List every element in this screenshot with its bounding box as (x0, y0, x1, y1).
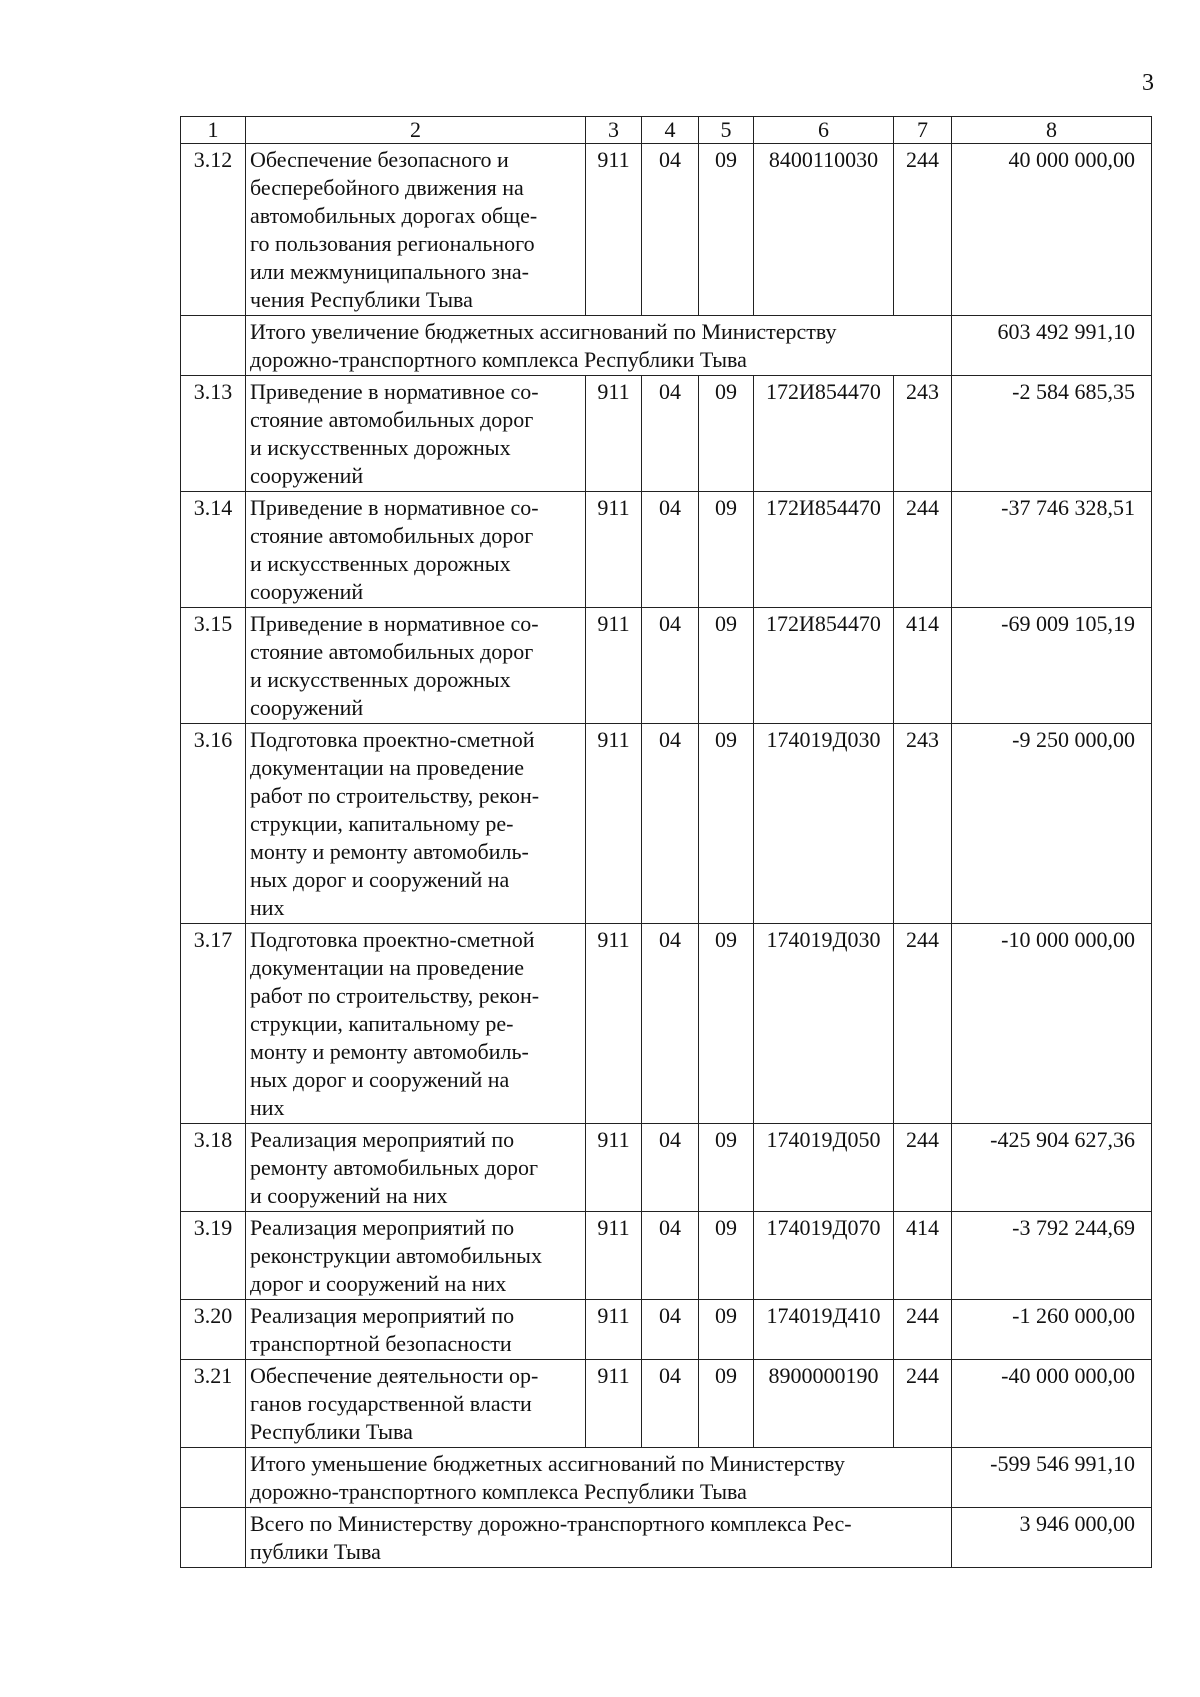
table-row (181, 924, 1152, 1124)
row-number-cell: 3.20 (181, 1300, 246, 1360)
row-number-cell (181, 1448, 246, 1508)
code-cell: 09 (699, 724, 754, 924)
row-number-cell: 3.16 (181, 724, 246, 924)
total-amount-cell: -599 546 991,10 (952, 1448, 1152, 1508)
row-number-cell: 3.21 (181, 1360, 246, 1448)
code-cell: 09 (699, 1300, 754, 1360)
row-number-cell: 3.12 (181, 144, 246, 316)
description-cell: Приведение в нормативное со- стояние автомобильных дорог и искусственных дорожных сооружений (246, 376, 586, 492)
description-cell: Реализация мероприятий по транспортной безопасности (246, 1300, 586, 1360)
description-cell: Реализация мероприятий по реконструкции автомобильных дорог и сооружений на них (246, 1212, 586, 1300)
row-number-cell: 3.13 (181, 376, 246, 492)
table-row (181, 1212, 1152, 1300)
amount-cell: -1 260 000,00 (952, 1300, 1152, 1360)
code-cell: 244 (894, 1300, 952, 1360)
code-cell: 04 (642, 376, 699, 492)
code-cell: 04 (642, 1300, 699, 1360)
code-cell: 174019Д030 (754, 724, 894, 924)
header-cell: 6 (754, 117, 894, 144)
code-cell: 243 (894, 724, 952, 924)
code-cell: 911 (586, 1360, 642, 1448)
code-cell: 09 (699, 924, 754, 1124)
budget-table (180, 116, 1152, 1568)
code-cell: 8900000190 (754, 1360, 894, 1448)
code-cell: 244 (894, 1360, 952, 1448)
amount-cell: -3 792 244,69 (952, 1212, 1152, 1300)
code-cell: 172И854470 (754, 492, 894, 608)
description-cell: Обеспечение деятельности ор- ганов государственной власти Республики Тыва (246, 1360, 586, 1448)
code-cell: 09 (699, 1124, 754, 1212)
table-header-row (181, 117, 1152, 144)
description-cell: Подготовка проектно-сметной документации на проведение работ по строительству, рекон- струкции, капитальному ре- монту и ремонту автомобиль- ных дорог и сооружений на них (246, 924, 586, 1124)
code-cell: 172И854470 (754, 608, 894, 724)
table-row (181, 1360, 1152, 1448)
amount-cell: -37 746 328,51 (952, 492, 1152, 608)
code-cell: 04 (642, 724, 699, 924)
code-cell: 911 (586, 376, 642, 492)
description-cell: Обеспечение безопасного и бесперебойного движения на автомобильных дорогах обще- го пользования регионального или межмуниципального зна- чения Республики Тыва (246, 144, 586, 316)
table-row (181, 492, 1152, 608)
code-cell: 244 (894, 144, 952, 316)
total-label-cell: Итого увеличение бюджетных ассигнований по Министерству дорожно-транспортного комплекса Республики Тыва (246, 316, 952, 376)
amount-cell: -425 904 627,36 (952, 1124, 1152, 1212)
amount-cell: -40 000 000,00 (952, 1360, 1152, 1448)
code-cell: 243 (894, 376, 952, 492)
header-cell: 7 (894, 117, 952, 144)
code-cell: 414 (894, 608, 952, 724)
code-cell: 911 (586, 144, 642, 316)
code-cell: 09 (699, 492, 754, 608)
table-row (181, 608, 1152, 724)
code-cell: 04 (642, 144, 699, 316)
code-cell: 09 (699, 608, 754, 724)
code-cell: 414 (894, 1212, 952, 1300)
description-cell: Приведение в нормативное со- стояние автомобильных дорог и искусственных дорожных сооружений (246, 492, 586, 608)
code-cell: 09 (699, 1212, 754, 1300)
row-number-cell (181, 316, 246, 376)
total-label-cell: Всего по Министерству дорожно-транспортного комплекса Рес- публики Тыва (246, 1508, 952, 1568)
code-cell: 911 (586, 492, 642, 608)
amount-cell: -2 584 685,35 (952, 376, 1152, 492)
code-cell: 04 (642, 1212, 699, 1300)
code-cell: 174019Д030 (754, 924, 894, 1124)
total-row (181, 1448, 1152, 1508)
code-cell: 174019Д050 (754, 1124, 894, 1212)
header-cell: 2 (246, 117, 586, 144)
total-amount-cell: 3 946 000,00 (952, 1508, 1152, 1568)
description-cell: Подготовка проектно-сметной документации на проведение работ по строительству, рекон- струкции, капитальному ре- монту и ремонту автомобиль- ных дорог и сооружений на них (246, 724, 586, 924)
total-amount-cell: 603 492 991,10 (952, 316, 1152, 376)
description-cell: Приведение в нормативное со- стояние автомобильных дорог и искусственных дорожных сооружений (246, 608, 586, 724)
code-cell: 09 (699, 144, 754, 316)
code-cell: 09 (699, 376, 754, 492)
table-row (181, 1124, 1152, 1212)
code-cell: 911 (586, 608, 642, 724)
code-cell: 04 (642, 1124, 699, 1212)
code-cell: 8400110030 (754, 144, 894, 316)
code-cell: 244 (894, 1124, 952, 1212)
code-cell: 174019Д070 (754, 1212, 894, 1300)
code-cell: 911 (586, 1300, 642, 1360)
row-number-cell (181, 1508, 246, 1568)
code-cell: 244 (894, 924, 952, 1124)
code-cell: 172И854470 (754, 376, 894, 492)
header-cell: 3 (586, 117, 642, 144)
row-number-cell: 3.14 (181, 492, 246, 608)
code-cell: 174019Д410 (754, 1300, 894, 1360)
header-cell: 8 (952, 117, 1152, 144)
header-cell: 4 (642, 117, 699, 144)
code-cell: 244 (894, 492, 952, 608)
code-cell: 911 (586, 724, 642, 924)
amount-cell: -10 000 000,00 (952, 924, 1152, 1124)
description-cell: Реализация мероприятий по ремонту автомобильных дорог и сооружений на них (246, 1124, 586, 1212)
total-label-cell: Итого уменьшение бюджетных ассигнований по Министерству дорожно-транспортного комплекса Республики Тыва (246, 1448, 952, 1508)
code-cell: 09 (699, 1360, 754, 1448)
total-row (181, 316, 1152, 376)
code-cell: 04 (642, 1360, 699, 1448)
row-number-cell: 3.18 (181, 1124, 246, 1212)
code-cell: 911 (586, 1212, 642, 1300)
table-row (181, 724, 1152, 924)
code-cell: 911 (586, 924, 642, 1124)
header-cell: 5 (699, 117, 754, 144)
row-number-cell: 3.15 (181, 608, 246, 724)
page-number: 3 (1142, 70, 1154, 96)
header-cell: 1 (181, 117, 246, 144)
amount-cell: -9 250 000,00 (952, 724, 1152, 924)
code-cell: 911 (586, 1124, 642, 1212)
row-number-cell: 3.17 (181, 924, 246, 1124)
amount-cell: 40 000 000,00 (952, 144, 1152, 316)
amount-cell: -69 009 105,19 (952, 608, 1152, 724)
table-row (181, 144, 1152, 316)
code-cell: 04 (642, 924, 699, 1124)
row-number-cell: 3.19 (181, 1212, 246, 1300)
code-cell: 04 (642, 492, 699, 608)
table-row (181, 376, 1152, 492)
total-row (181, 1508, 1152, 1568)
code-cell: 04 (642, 608, 699, 724)
table-row (181, 1300, 1152, 1360)
